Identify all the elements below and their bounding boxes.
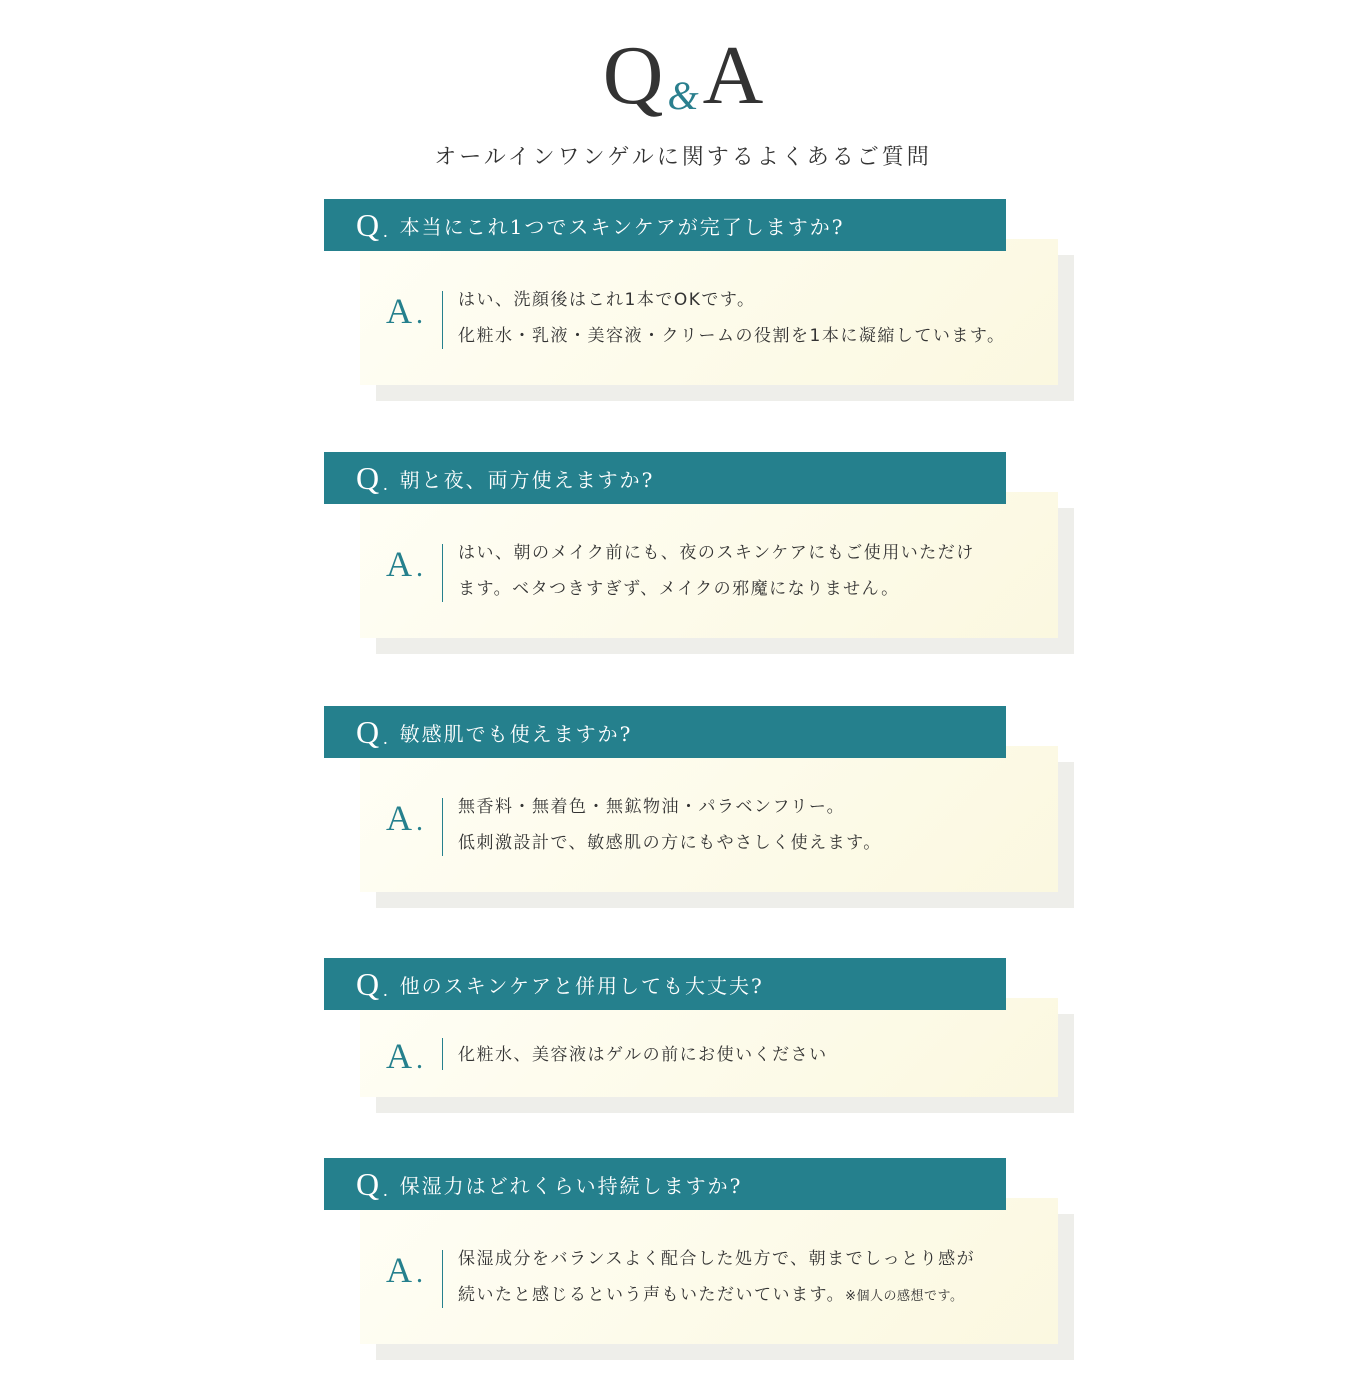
answer-mark (386, 800, 423, 836)
answer-mark-dot: . (416, 552, 423, 583)
answer-line: 化粧水、美容液はゲルの前にお使いください (458, 1045, 828, 1065)
answer-divider (442, 291, 443, 349)
question-mark-q: Q (356, 207, 380, 243)
answer-mark (386, 1252, 423, 1288)
question-bar (324, 958, 1006, 1010)
answer-mark-a: A (386, 291, 412, 331)
answer-mark-dot: . (416, 299, 423, 330)
answer-divider (442, 798, 443, 856)
answer-divider (442, 1038, 443, 1070)
answer-line: 無香料・無着色・無鉱物油・パラベンフリー。 (458, 797, 846, 817)
question-text: 敏感肌でも使えますか? (399, 721, 633, 746)
answer-text (458, 282, 1048, 354)
question-mark-q: Q (356, 1166, 380, 1202)
question-mark-q: Q (356, 966, 380, 1002)
answer-mark-a: A (386, 1036, 412, 1076)
question-bar (324, 706, 1006, 758)
page-subtitle: オールインワンゲルに関するよくあるご質問 (434, 145, 932, 170)
question-mark-dot: . (383, 220, 388, 241)
qa-item (324, 1158, 1074, 1363)
answer-card (360, 492, 1058, 638)
answer-text (458, 1241, 1048, 1315)
answer-mark (386, 546, 423, 582)
answer-line: 低刺激設計で、敏感肌の方にもやさしく使えます。 (458, 833, 882, 853)
question-mark-dot: . (383, 979, 388, 1000)
question-text: 本当にこれ1つでスキンケアが完了しますか? (399, 214, 845, 239)
qa-item (324, 706, 1074, 906)
question-mark-q: Q (356, 714, 380, 750)
answer-line (458, 1277, 1048, 1315)
answer-mark-a: A (386, 798, 412, 838)
answer-mark (386, 1038, 423, 1074)
answer-line: はい、朝のメイク前にも、夜のスキンケアにもご使用いただけ (458, 543, 975, 563)
answer-line: 保湿成分をバランスよく配合した処方で、朝までしっとり感が (458, 1249, 976, 1269)
question-mark-dot: . (383, 1179, 388, 1200)
answer-line: ます。ベタつきすぎず、メイクの邪魔になりません。 (458, 579, 900, 599)
answer-mark-dot: . (416, 1258, 423, 1289)
answer-text (458, 789, 1048, 861)
qa-header (0, 30, 1366, 171)
answer-card (360, 1198, 1058, 1344)
question-bar (324, 452, 1006, 504)
logo-a: A (702, 29, 764, 122)
answer-mark (386, 293, 423, 329)
answer-mark-dot: . (416, 806, 423, 837)
logo-ampersand: & (667, 73, 699, 118)
answer-card (360, 998, 1058, 1097)
question-bar (324, 199, 1006, 251)
qa-item (324, 199, 1074, 399)
question-bar (324, 1158, 1006, 1210)
answer-line: 化粧水・乳液・美容液・クリームの役割を1本に凝縮しています。 (458, 326, 1006, 346)
question-text: 朝と夜、両方使えますか? (399, 467, 655, 492)
answer-mark-dot: . (416, 1044, 423, 1075)
question-mark-dot: . (383, 473, 388, 494)
answer-text (458, 535, 1048, 607)
answer-card (360, 746, 1058, 892)
qa-item (324, 958, 1074, 1113)
question-text: 保湿力はどれくらい持続しますか? (399, 1173, 743, 1198)
answer-line-text: 続いたと感じるという声もいただいています。 (458, 1285, 846, 1305)
answer-mark-a: A (386, 1250, 412, 1290)
qa-item (324, 452, 1074, 652)
question-mark-dot: . (383, 727, 388, 748)
logo-q: Q (602, 29, 664, 122)
answer-mark-a: A (386, 544, 412, 584)
answer-line: はい、洗顔後はこれ1本でOKです。 (458, 290, 756, 310)
qa-logo (0, 30, 1366, 122)
question-text: 他のスキンケアと併用しても大丈夫? (399, 973, 764, 998)
answer-note: ※個人の感想です。 (845, 1289, 964, 1304)
answer-divider (442, 544, 443, 602)
answer-divider (442, 1250, 443, 1308)
answer-card (360, 239, 1058, 385)
question-mark-q: Q (356, 460, 380, 496)
answer-text (458, 1037, 1048, 1073)
